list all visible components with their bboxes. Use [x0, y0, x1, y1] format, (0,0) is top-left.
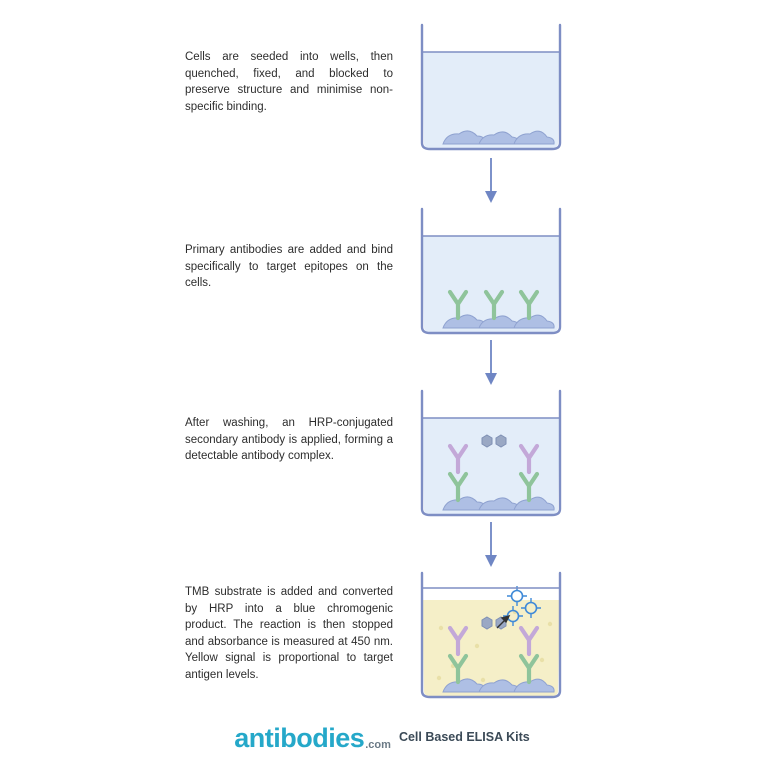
step-2-illustration [417, 204, 565, 336]
well-primary-antibody [417, 204, 565, 336]
step-3-description: After washing, an HRP-conjugated secondary antibody is applied, forming a detectable antibody complex. [185, 417, 393, 462]
arrow-step1-step2 [417, 158, 565, 208]
step-3 [0, 386, 764, 518]
footer [0, 713, 764, 763]
step-4-description: TMB substrate is added and converted by HRP into a blue chromogenic product. The reaction is then stopped and absorbance is measured at 450 nm. Yellow signal is proportional to target antigen levels. [185, 586, 393, 681]
well-cells-only [417, 20, 565, 152]
brand-name: antibodies [234, 722, 365, 753]
step-2 [0, 204, 764, 336]
well-tmb-substrate [417, 568, 565, 700]
arrow-step2-step3 [417, 340, 565, 390]
step-4 [0, 568, 764, 700]
step-1 [0, 20, 764, 152]
footer-caption: Cell Based ELISA Kits [398, 730, 530, 744]
well-secondary-antibody [417, 386, 565, 518]
brand-domain-suffix: .com [365, 738, 391, 751]
step-4-illustration [417, 568, 565, 700]
step-1-description: Cells are seeded into wells, then quenched, fixed, and blocked to preserve structure and minimise non-specific binding. [185, 51, 393, 113]
step-1-illustration [417, 20, 565, 152]
arrow-step3-step4 [417, 522, 565, 572]
step-2-description: Primary antibodies are added and bind specifically to target epitopes on the cells. [185, 244, 393, 289]
step-3-illustration [417, 386, 565, 518]
antibodies-logo[interactable] [234, 722, 391, 753]
